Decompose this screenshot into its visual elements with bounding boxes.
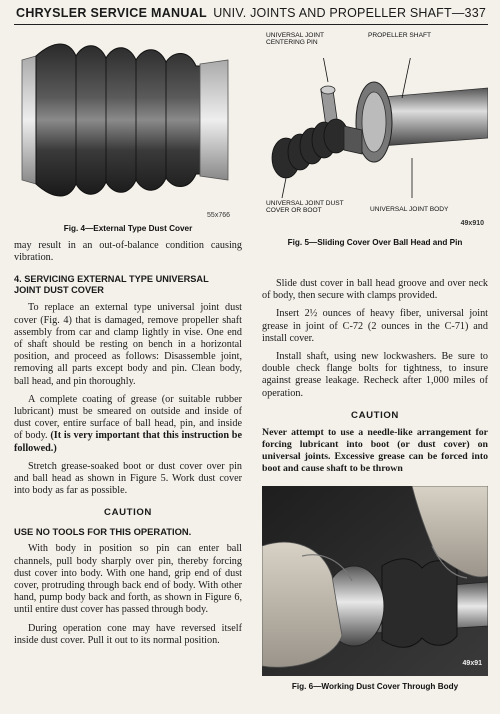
emphasis-text: (It is very important that this instruction be followed.) — [14, 430, 242, 454]
figure-caption: Fig. 5—Sliding Cover Over Ball Head and Pin — [287, 238, 463, 247]
caution-heading: CAUTION — [104, 507, 152, 519]
page-header — [14, 4, 488, 25]
manual-title: CHRYSLER SERVICE MANUAL — [16, 6, 207, 20]
caution-text: USE NO TOOLS FOR THIS OPERATION. — [14, 526, 192, 538]
working-dust-cover-photo — [262, 486, 488, 676]
paragraph: Slide dust cover in ball head groove and over neck of body, then secure with clamps provided. — [262, 278, 488, 302]
paragraph-text: A complete coating of grease (or suitable rubber lubricant) must be smeared on outside and inside of dust cover, entire surface of ball head, pin, and inside of body. — [14, 393, 242, 442]
figure-4 — [14, 30, 242, 233]
section-heading: 4. SERVICING EXTERNAL TYPE UNIVERSAL JOINT DUST COVER — [14, 274, 209, 296]
figure-6 — [262, 486, 488, 696]
left-column — [14, 30, 242, 647]
paragraph: Stretch grease-soaked boot or dust cover over pin and ball head as shown in Figure 5. Work dust cover into body as far as possible. — [14, 460, 242, 497]
label-centering-pin: UNIVERSAL JOINT CENTERING PIN — [266, 32, 324, 47]
figure-caption: Fig. 4—External Type Dust Cover — [63, 224, 193, 233]
figure-number: 49x910 — [460, 220, 484, 227]
right-column — [262, 30, 488, 696]
paragraph: During operation cone may have reversed itself inside dust cover. Pull it out to its normal position. — [14, 622, 242, 646]
sliding-cover-photo — [262, 58, 488, 258]
paragraph-continued: may result in an out-of-balance condition causing vibration. — [14, 240, 242, 264]
paragraph: With body in position so pin can enter ball channels, pull body sharply over pin, thereby forcing dust cover into body. With one hand, grip end of dust cover, protruding through back end of body. With other hand, pump body back and forth, as shown in Figure 6, until entire dust cover has passed through body. — [14, 543, 242, 616]
paragraph: Insert 2½ ounces of heavy fiber, universal joint grease in joint of C-72 (2 ounces in the C-71) and install cover. — [262, 308, 488, 344]
section-title-page-number: UNIV. JOINTS AND PROPELLER SHAFT—337 — [213, 6, 486, 20]
caution-heading: CAUTION — [351, 409, 399, 421]
paragraph: To replace an external type universal joint dust cover (Fig. 4) that is damaged, remove propeller shaft assembly from car and clamp lightly in vise. One end of shaft should be resting on bench in a horizontal position, and proceed as follows: Disassemble joint, removing all parts except body and pin. Clean body, ball head, and pin thoroughly. — [14, 302, 242, 387]
figure-5 — [262, 30, 488, 256]
dust-cover-photo — [14, 30, 242, 210]
figure-number: 49x91 — [462, 659, 482, 667]
paragraph: Install shaft, using new lockwashers. Be sure to double check flange bolts for tightness, to insure against grease leakage. Recheck after 1,000 miles of operation. — [262, 351, 488, 399]
paragraph — [14, 394, 242, 455]
figure-caption: Fig. 6—Working Dust Cover Through Body — [291, 681, 459, 691]
caution-text: Never attempt to use a needle-like arrangement for forcing lubricant into boot (or dust cover) on universal joints. Excessive grease can be forced into boot and cause shaft to be thrown — [262, 426, 488, 475]
label-joint-body: UNIVERSAL JOINT BODY — [370, 206, 449, 213]
label-propeller-shaft: PROPELLER SHAFT — [368, 32, 432, 39]
label-dust-cover: UNIVERSAL JOINT DUST COVER OR BOOT — [266, 200, 344, 215]
figure-number: 55x766 — [207, 212, 230, 219]
